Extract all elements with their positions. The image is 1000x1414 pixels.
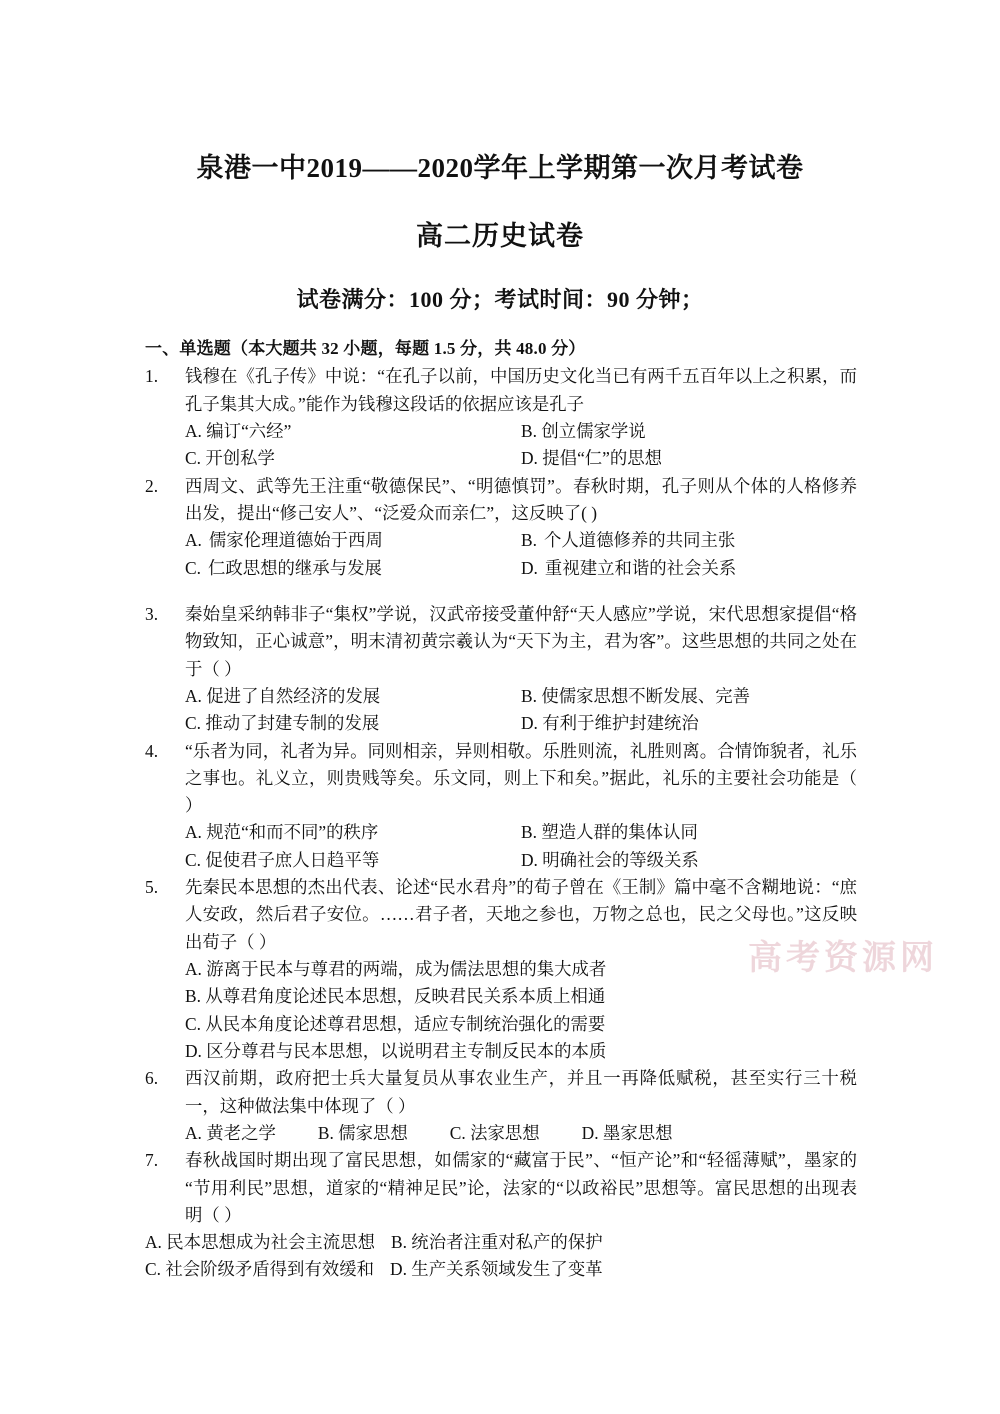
option-text: 个人道德修养的共同主张 (543, 530, 736, 551)
option-list (185, 956, 857, 1065)
option-d[interactable] (185, 1038, 857, 1065)
option-a[interactable] (185, 956, 857, 983)
option-label: B. (521, 822, 537, 843)
option-list (185, 1120, 857, 1147)
question-number: 1. (145, 366, 159, 387)
exam-meta: 试卷满分：100 分；考试时间：90 分钟； (296, 286, 704, 312)
option-label: D. (390, 1259, 407, 1280)
option-label: C. (449, 1122, 466, 1143)
page-subtitle: 高二历史试卷 (416, 220, 584, 251)
option-text: 促进了自然经济的发展 (206, 685, 381, 706)
option-c[interactable] (185, 555, 521, 582)
option-list (145, 1229, 857, 1284)
option-label: A. (185, 959, 202, 979)
option-text: 重视建立和谐的社会关系 (544, 557, 737, 578)
title-block (0, 0, 1000, 314)
option-text: 推动了封建专制的发展 (205, 713, 380, 734)
option-b[interactable] (185, 983, 857, 1010)
question-1 (145, 363, 857, 472)
option-row-cd (145, 1256, 857, 1283)
option-text: 从民本角度论述尊君思想，适应专制统治强化的需要 (205, 1013, 606, 1034)
option-d[interactable] (521, 445, 857, 472)
option-label: C. (145, 1259, 161, 1280)
option-text: 有利于维护封建统治 (542, 713, 699, 734)
option-a[interactable] (185, 819, 521, 846)
option-c[interactable] (145, 1259, 374, 1279)
option-text: 儒家思想 (338, 1122, 408, 1143)
option-list (185, 527, 857, 582)
option-label: B. (390, 1232, 407, 1253)
option-label: A. (185, 421, 202, 442)
option-label: C. (185, 1013, 201, 1034)
option-label: A. (145, 1232, 162, 1253)
option-label: A. (185, 685, 202, 706)
option-text: 黄老之学 (206, 1122, 276, 1143)
option-b[interactable] (521, 683, 857, 710)
option-label: B. (521, 530, 537, 551)
question-number: 2. (145, 475, 159, 496)
option-text: 墨家思想 (602, 1122, 673, 1143)
option-label: B. (317, 1122, 334, 1143)
option-text: 法家思想 (470, 1122, 540, 1143)
option-text: 社会阶级矛盾得到有效缓和 (165, 1259, 375, 1280)
option-a[interactable] (185, 1120, 276, 1147)
option-text: 使儒家思想不断发展、完善 (541, 685, 751, 706)
option-label: C. (185, 448, 201, 469)
option-b[interactable] (391, 1232, 603, 1252)
option-text: 明确社会的等级关系 (542, 849, 699, 870)
option-list (185, 683, 857, 738)
question-stem: 西汉前期，政府把士兵大量复员从事农业生产，并且一再降低赋税，甚至实行三十税一，这种做法集中体现了（ ） (185, 1068, 857, 1116)
section-heading: 一、单选题（本大题共 32 小题，每题 1.5 分，共 48.0 分） (145, 338, 586, 358)
option-c[interactable] (185, 847, 521, 874)
option-a[interactable] (145, 1232, 375, 1252)
option-d[interactable] (390, 1259, 603, 1279)
option-label: A. (185, 822, 202, 843)
question-3 (145, 601, 857, 738)
question-number: 4. (145, 740, 159, 761)
question-number: 7. (145, 1150, 159, 1171)
question-stem: “乐者为同，礼者为异。同则相亲，异则相敬。乐胜则流，礼胜则离。合情饰貌者，礼乐之事也。礼义立，则贵贱等矣。乐文同，则上下和矣。”据此，礼乐的主要社会功能是（ ） (185, 740, 857, 816)
option-label: C. (185, 849, 201, 870)
option-a[interactable] (185, 683, 521, 710)
question-number: 3. (145, 603, 159, 624)
option-text: 提倡“仁”的思想 (542, 448, 663, 469)
option-d[interactable] (521, 847, 857, 874)
option-label: C. (185, 713, 201, 734)
question-number: 5. (145, 877, 159, 898)
option-text: 游离于民本与尊君的两端，成为儒法思想的集大成者 (206, 959, 607, 979)
option-b[interactable] (521, 527, 857, 554)
option-label: D. (581, 1122, 599, 1143)
option-text: 仁政思想的继承与发展 (207, 557, 382, 578)
option-text: 编订“六经” (206, 421, 292, 442)
option-b[interactable] (521, 819, 857, 846)
question-7 (145, 1147, 857, 1284)
option-c[interactable] (185, 710, 521, 737)
option-text: 生产关系领域发生了变革 (411, 1259, 603, 1280)
question-stem: 先秦民本思想的杰出代表、论述“民水君舟”的荀子曾在《王制》篇中毫不含糊地说：“庶人安政，然后君子安位。……君子者，天地之参也，万物之总也，民之父母也。”这反映出荀子（ ） (185, 877, 857, 952)
option-b[interactable] (521, 418, 857, 445)
option-c[interactable] (450, 1120, 540, 1147)
option-label: A. (185, 1122, 202, 1143)
option-text: 区分尊君与民本思想，以说明君主专制反民本的本质 (206, 1040, 607, 1061)
option-list (185, 819, 857, 874)
option-text: 儒家伦理道德始于西周 (208, 530, 383, 551)
option-a[interactable] (185, 527, 521, 554)
option-d[interactable] (521, 710, 857, 737)
question-5 (145, 874, 857, 1065)
option-text: 塑造人群的集体认同 (541, 822, 698, 843)
option-d[interactable] (521, 555, 857, 582)
option-label: C. (185, 557, 201, 578)
question-2 (145, 473, 857, 582)
option-label: B. (521, 685, 537, 706)
option-text: 民本思想成为社会主流思想 (166, 1232, 375, 1253)
watermark-text: 高考资源网 (748, 940, 938, 977)
question-6 (145, 1065, 857, 1147)
option-label: D. (521, 713, 538, 734)
page-title: 泉港一中2019——2020学年上学期第一次月考试卷 (196, 153, 804, 183)
question-stem: 秦始皇采纳韩非子“集权”学说，汉武帝接受董仲舒“天人感应”学说，宋代思想家提倡“格物致知，正心诚意”，明末清初黄宗羲认为“天下为主，君为客”。这些思想的共同之处在于（ ） (185, 603, 857, 679)
option-a[interactable] (185, 418, 521, 445)
option-label: D. (521, 448, 538, 469)
option-text: 开创私学 (205, 448, 275, 469)
question-number: 6. (145, 1068, 159, 1089)
option-b[interactable] (318, 1120, 408, 1147)
question-4 (145, 738, 857, 875)
question-stem: 春秋战国时期出现了富民思想，如儒家的“藏富于民”、“恒产论”和“轻徭薄赋”，墨家的“节用利民”思想，道家的“精神足民”论，法家的“以政裕民”思想等。富民思想的出现表明（ ） (185, 1150, 857, 1225)
option-label: B. (185, 986, 201, 1007)
question-stem: 钱穆在《孔子传》中说：“在孔子以前，中国历史文化当已有两千五百年以上之积累，而孔子集其大成。”能作为钱穆这段话的依据应该是孔子 (185, 366, 857, 414)
option-text: 促使君子庶人日趋平等 (205, 849, 380, 870)
option-label: D. (185, 1040, 202, 1061)
option-c[interactable] (185, 1011, 857, 1038)
question-stem: 西周文、武等先王注重“敬德保民”、“明德慎罚”。春秋时期，孔子则从个体的人格修养出发，提出“修己安人”、“泛爱众而亲仁”，这反映了( ) (185, 475, 857, 523)
option-label: B. (521, 421, 537, 442)
option-label: A. (185, 530, 202, 551)
option-d[interactable] (582, 1120, 673, 1147)
option-text: 创立儒家学说 (541, 421, 646, 442)
option-c[interactable] (185, 445, 521, 472)
option-label: D. (521, 557, 538, 578)
option-label: D. (521, 849, 538, 870)
exam-body (145, 336, 857, 1284)
option-row-ab (145, 1229, 857, 1256)
option-text: 统治者注重对私产的保护 (411, 1232, 603, 1253)
option-text: 从尊君角度论述民本思想，反映君民关系本质上相通 (205, 986, 606, 1007)
option-list (185, 418, 857, 473)
option-text: 规范“和而不同”的秩序 (206, 822, 379, 843)
